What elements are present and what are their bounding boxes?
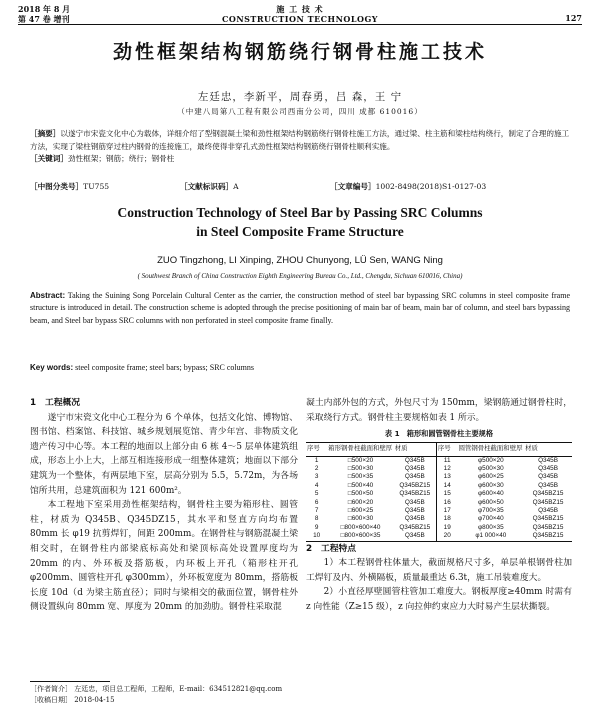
table-cell: 19 <box>436 524 457 532</box>
paragraph: 遂宁市宋瓷文化中心工程分为 6 个单体，包括文化馆、博物馆、图书馆、档案馆、科技馆、城乡规划展览馆、青少年宫、非物质文化遗产传习中心等。本工程的地面以上部分由 6 栋 4～5 层单体建筑组成，形态上小上大，上部互相连接形成一组整体建筑；地面以下部分建筑为一个整体，有两层地下室，层高分别为 5.5，5.72m，为各场馆所共用，总建筑面积为 121 600m²。 <box>30 412 298 496</box>
table-row <box>306 515 572 523</box>
classification-row <box>30 181 570 192</box>
table-cell: 5 <box>314 490 319 498</box>
table-cell: φ800×35 <box>478 523 504 531</box>
table-cell: 20 <box>436 532 457 541</box>
body-column-left <box>30 396 298 615</box>
table-cell: □600×20 <box>347 498 374 506</box>
paragraph: 凝土内部外包的方式，外包尺寸为 150mm，梁钢筋通过钢骨柱时，采取绕行方式。钢骨柱主要规格如表 1 所示。 <box>306 398 572 423</box>
clc-code: TU755 <box>83 182 110 191</box>
table-cell: □500×20 <box>347 456 374 464</box>
table-header: 材质 <box>394 443 437 456</box>
paragraph: 本工程地下室采用劲性框架结构，钢骨柱主要为箱形柱、圆管柱，材质为 Q345B、Q345DZ15，其水平和竖直方向均布置 80mm 长 φ19 抗剪焊钉，间距 200mm。在钢骨柱与钢筋混凝土梁相交时，在钢骨柱内部梁底标高处和梁顶标高处设置厚度均为 20mm 的内、外环板及搭筋板，内环板上开孔（箱形柱开孔 φ200mm、圆管柱开孔 φ300mm），外环板宽度为 80mm，搭筋板长度 10d（d 为梁主筋直径）；同时与梁相交的截面位置，钢骨柱外侧设置纵向 80mm 宽、厚度为 20mm 的加劲肋。钢骨柱采取混 <box>30 500 298 613</box>
table-row <box>306 499 572 507</box>
table-cell: □600×30 <box>347 515 374 523</box>
table-cell: 10 <box>306 532 327 541</box>
table-header: 序号 <box>436 443 457 456</box>
table-cell: Q345BZ15 <box>399 523 431 531</box>
table-cell: φ700×35 <box>478 507 504 515</box>
table-cell: Q345BZ15 <box>399 490 431 498</box>
page-number: 127 <box>565 13 582 23</box>
table-header: 箱形钢骨柱截面和壁厚 <box>327 443 394 456</box>
table-cell: □500×50 <box>347 490 374 498</box>
abstract-cn-text: 以遂宁市宋瓷文化中心为载体，详细介绍了型钢混凝土梁和劲性框架结构钢筋绕行钢骨柱施工方法，通过梁、柱主筋和梁柱结构绕行，制定了合理的施工方法，实现了梁柱钢筋穿过柱内钢骨的连接施工，最终使得非穿孔式劲性框架结构钢筋绕行钢骨柱顺利实施。 <box>30 129 570 151</box>
journal-name-cn: 施 工 技 术 <box>276 4 324 14</box>
section-heading: 2 工程特点 <box>306 543 357 554</box>
title-en-line1: Construction Technology of Steel Bar by Passing SRC Columns <box>117 205 483 220</box>
table-cell: Q345B <box>394 532 437 541</box>
table-cell: 16 <box>436 499 457 507</box>
table-cell: □500×35 <box>347 473 374 481</box>
authors-en: ZUO Tingzhong, LI Xinping, ZHOU Chunyong, LÜ Sen, WANG Ning <box>157 255 443 266</box>
table-cell: 8 <box>314 515 319 523</box>
footnote-rule <box>30 681 110 682</box>
table-cell: 17 <box>436 507 457 515</box>
paragraph: 1）本工程钢骨柱体量大，截面规格尺寸多，单层单根钢骨柱加工焊钉及内、外横隔板，质量最重达 6.3t，施工吊装难度大。 <box>306 558 572 583</box>
table-row <box>306 482 572 490</box>
table-cell: 18 <box>436 515 457 523</box>
article-number: 1002-8498(2018)S1-0127-03 <box>375 182 487 191</box>
header-rule <box>18 24 582 25</box>
table-cell: Q345BZ15 <box>532 490 564 498</box>
abstract-en <box>30 290 570 327</box>
table-cell: Q345BZ15 <box>532 498 564 506</box>
table-cell: Q345BZ15 <box>532 515 564 523</box>
table-cell: Q345B <box>538 465 558 472</box>
table-cell: Q345B <box>538 481 558 489</box>
footnote <box>30 684 298 706</box>
table-row <box>306 465 572 473</box>
table-header: 圆管钢骨柱截面和壁厚 <box>458 443 525 456</box>
table-cell: □600×25 <box>347 507 374 515</box>
affiliation-cn: （中建八局第八工程有限公司西南分公司，四川 成都 610016） <box>177 107 423 116</box>
body-column-right <box>306 396 572 615</box>
table-cell: 7 <box>314 507 319 515</box>
keywords-cn-label: ［关键词］ <box>30 154 68 163</box>
table-cell: Q345B <box>538 473 558 481</box>
clc-label: ［中图分类号］ <box>30 182 84 191</box>
table-row <box>306 490 572 498</box>
table-cell: φ600×40 <box>478 490 504 498</box>
table-cell: Q345B <box>404 456 425 464</box>
table-cell: □500×30 <box>347 465 374 472</box>
header-journal <box>220 4 380 24</box>
table-cell: 15 <box>436 490 457 498</box>
abstract-cn-label: ［摘要］ <box>30 129 61 138</box>
affiliation-en: ( Southwest Branch of China Construction Eighth Engineering Bureau Co., Ltd., Chengdu, Sichuan 610016, China) <box>137 272 463 280</box>
keywords-en-label: Key words: <box>30 363 74 372</box>
table-cell: φ500×20 <box>478 456 504 464</box>
table-cell: φ600×50 <box>478 498 504 506</box>
issue-volume: 第 47 卷 增刊 <box>18 14 70 24</box>
table-cell: 9 <box>314 523 319 531</box>
table-cell: 13 <box>436 473 457 481</box>
title-en <box>0 203 600 241</box>
table-cell: Q345B <box>538 507 558 515</box>
table-cell: 4 <box>314 481 319 489</box>
keywords-en-row <box>30 363 570 372</box>
table-cell: Q345BZ15 <box>532 523 564 531</box>
title-cn: 劲性框架结构钢筋绕行钢骨柱施工技术 <box>112 41 487 63</box>
table-caption: 表 1 箱形和圆管钢骨柱主要规格 <box>384 429 494 439</box>
table-cell: □800×600×35 <box>327 532 394 541</box>
keywords-en: steel composite frame; steel bars; bypass; SRC columns <box>73 363 254 372</box>
table-row <box>306 532 572 541</box>
table-cell: 11 <box>436 456 457 465</box>
table-cell: Q345BZ15 <box>524 532 572 541</box>
table-cell: 3 <box>314 473 319 481</box>
table-cell: Q345B <box>404 498 425 506</box>
table-cell: 12 <box>436 465 457 473</box>
table-cell: φ500×30 <box>478 465 504 472</box>
section-heading: 1 工程概况 <box>30 398 81 408</box>
received-date: ［收稿日期］ 2018-04-15 <box>30 696 115 704</box>
table-body <box>306 456 572 541</box>
table-cell: φ600×30 <box>478 481 504 489</box>
table-cell: Q345B <box>404 507 425 515</box>
table-cell: Q345B <box>404 465 425 472</box>
abstract-en-label: Abstract: <box>30 291 66 300</box>
title-en-line2: in Steel Composite Frame Structure <box>196 224 404 239</box>
article-number-label: ［文章编号］ <box>330 182 376 191</box>
abstract-en-text: Taking the Suining Song Porcelain Cultural Center as the carrier, the construction method of steel bar bypassing SRC columns in steel composite frame structure is introduced in detail. The construction scheme is adopted through the precise positioning of main bar of beam, main bar of column, and steel bars bypassing beam, and Steel bar bypass SRC columns with non perforated in steel composite frame finally. <box>30 291 570 325</box>
table-cell: 2 <box>314 465 319 472</box>
table-cell: Q345BZ15 <box>399 481 431 489</box>
table-header: 序号 <box>306 443 327 456</box>
paragraph: 2）小直径厚壁圆管柱管加工难度大。钢板厚度≥40mm 时需有 z 向性能（Z≥15 级），z 向拉伸约束应力大时易产生层状撕裂。 <box>306 587 572 613</box>
table-cell: φ1 000×40 <box>458 532 525 541</box>
header-issue <box>18 4 70 24</box>
spec-table <box>306 442 572 541</box>
table-row <box>306 456 572 465</box>
table-cell: □500×40 <box>347 481 374 489</box>
keywords-cn: 劲性框架；钢筋；绕行；钢骨柱 <box>67 154 175 163</box>
table-row <box>306 473 572 481</box>
author-bio: ［作者简介］ 左廷忠，项目总工程师，工程师，E-mail：634512821@qq.com <box>30 685 283 693</box>
doc-code: A <box>233 182 239 191</box>
table-header: 材质 <box>524 443 572 456</box>
table-cell: Q345B <box>404 515 425 523</box>
table-cell: Q345B <box>538 456 558 464</box>
table-row <box>306 507 572 515</box>
table-cell: φ700×40 <box>478 515 504 523</box>
table-header-row <box>306 443 572 456</box>
journal-name-en: CONSTRUCTION TECHNOLOGY <box>221 14 379 24</box>
table-row <box>306 524 572 532</box>
issue-date: 2018 年 8 月 <box>18 4 71 14</box>
table-cell: 1 <box>314 456 319 464</box>
doc-code-label: ［文献标识码］ <box>180 182 234 191</box>
table-cell: □800×600×40 <box>340 523 381 531</box>
table-cell: Q345B <box>404 473 425 481</box>
authors-cn: 左廷忠，李新平，周春勇，吕 森，王 宁 <box>197 91 403 103</box>
table-cell: φ600×25 <box>478 473 504 481</box>
table-cell: 6 <box>314 498 319 506</box>
table-cell: 14 <box>436 482 457 490</box>
abstract-cn <box>30 128 570 166</box>
